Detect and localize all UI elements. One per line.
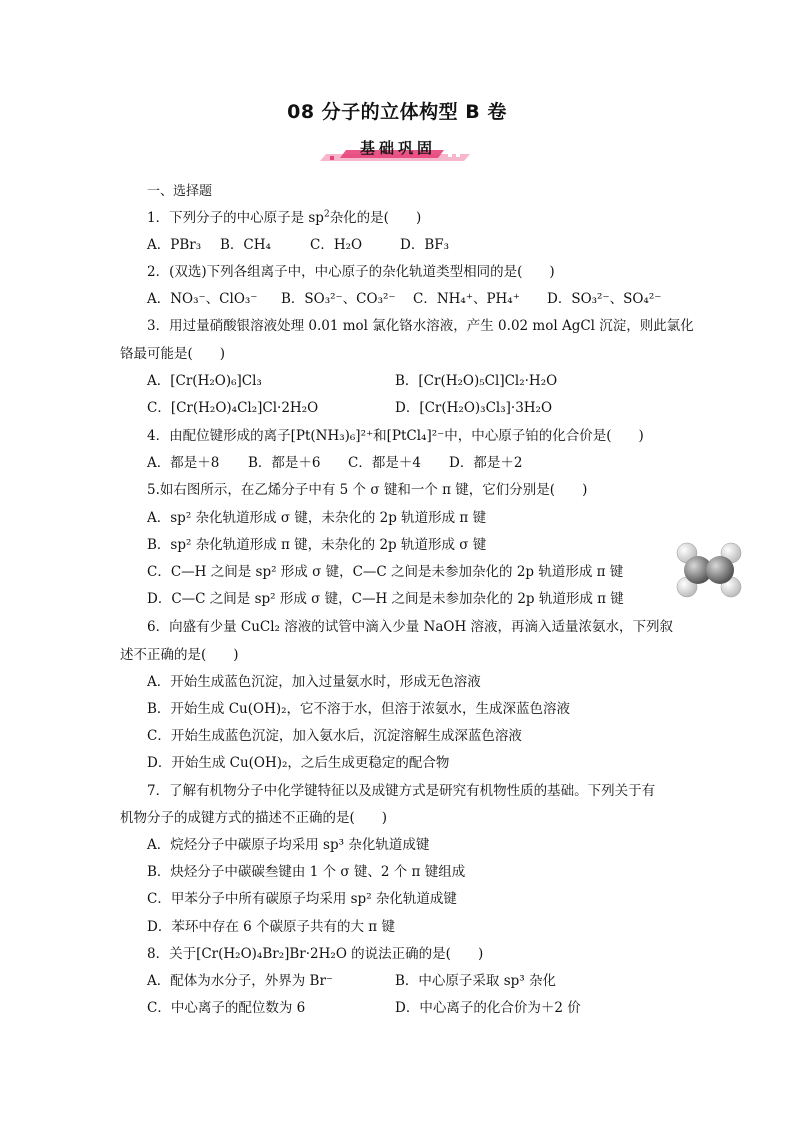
q7-option-c[interactable]: C．甲苯分子中所有碳原子均采用 sp² 杂化轨道成键 — [147, 891, 457, 907]
q4-option-c[interactable]: C．都是＋4 — [348, 455, 421, 471]
question-7-stem-line2: 机物分子的成键方式的描述不正确的是( ) — [120, 810, 388, 826]
q1-option-c[interactable]: C．H₂O — [310, 237, 363, 253]
q7-option-b[interactable]: B．炔烃分子中碳碳叁键由 1 个 σ 键、2 个 π 键组成 — [147, 864, 466, 880]
q6-option-a[interactable]: A．开始生成蓝色沉淀，加入过量氨水时，形成无色溶液 — [147, 674, 481, 690]
q6-option-d[interactable]: D．开始生成 Cu(OH)₂，之后生成更稳定的配合物 — [147, 755, 450, 771]
q6-option-c[interactable]: C．开始生成蓝色沉淀，加入氨水后，沉淀溶解生成深蓝色溶液 — [147, 728, 522, 744]
q4-option-a[interactable]: A．都是＋8 — [147, 455, 220, 471]
q3-option-a[interactable]: A．[Cr(H₂O)₆]Cl₃ — [147, 373, 262, 389]
q8-option-c[interactable]: C．中心离子的配位数为 6 — [147, 1000, 306, 1016]
question-7-stem-line1: 7．了解有机物分子中化学键特征以及成键方式是研究有机物性质的基础。下列关于有 — [147, 783, 656, 799]
question-5-stem: 5.如右图所示，在乙烯分子中有 5 个 σ 键和一个 π 键，它们分别是( ) — [147, 482, 588, 498]
q8-option-b[interactable]: B．中心原子采取 sp³ 杂化 — [395, 973, 556, 989]
q4-option-d[interactable]: D．都是＋2 — [449, 455, 523, 471]
q1-option-a[interactable]: A．PBr₃ — [147, 237, 202, 253]
q7-option-d[interactable]: D．苯环中存在 6 个碳原子共有的大 π 键 — [147, 919, 395, 935]
q3-option-d[interactable]: D．[Cr(H₂O)₃Cl₃]·3H₂O — [395, 400, 553, 416]
question-4-stem: 4．由配位键形成的离子[Pt(NH₃)₆]²⁺和[PtCl₄]²⁻中，中心原子铂的化合价是( ) — [147, 428, 644, 444]
q5-option-b[interactable]: B．sp² 杂化轨道形成 π 键，未杂化的 2p 轨道形成 σ 键 — [147, 537, 487, 553]
q1-option-d[interactable]: D．BF₃ — [400, 237, 450, 253]
section-heading: 一、选择题 — [147, 184, 213, 199]
q5-option-d[interactable]: D．C—C 之间是 sp² 形成 σ 键，C—H 之间是未参加杂化的 2p 轨道形成 π 键 — [147, 591, 624, 607]
page-title: 08 分子的立体构型 B 卷 — [287, 101, 507, 123]
question-3-stem-line1: 3．用过量硝酸银溶液处理 0.01 mol 氯化铬水溶液，产生 0.02 mol AgCl 沉淀，则此氯化 — [147, 318, 694, 334]
q3-option-c[interactable]: C．[Cr(H₂O)₄Cl₂]Cl·2H₂O — [147, 400, 319, 416]
q6-option-b[interactable]: B．开始生成 Cu(OH)₂，它不溶于水，但溶于浓氨水，生成深蓝色溶液 — [147, 701, 571, 717]
q2-option-a[interactable]: A．NO₃⁻、ClO₃⁻ — [147, 291, 258, 307]
ethylene-molecule-image — [674, 540, 744, 600]
q8-option-d[interactable]: D．中心离子的化合价为＋2 价 — [395, 1000, 581, 1016]
question-2-stem: 2．(双选)下列各组离子中，中心原子的杂化轨道类型相同的是( ) — [147, 264, 555, 280]
question-6-stem-line1: 6．向盛有少量 CuCl₂ 溶液的试管中滴入少量 NaOH 溶液，再滴入适量浓氨水，下列叙 — [147, 619, 674, 635]
q7-option-a[interactable]: A．烷烃分子中碳原子均采用 sp³ 杂化轨道成键 — [147, 837, 430, 853]
question-3-stem-line2: 铬最可能是( ) — [120, 346, 226, 362]
q3-option-b[interactable]: B．[Cr(H₂O)₅Cl]Cl₂·H₂O — [395, 373, 558, 389]
question-8-stem: 8．关于[Cr(H₂O)₄Br₂]Br·2H₂O 的说法正确的是( ) — [147, 946, 484, 962]
q1-option-b[interactable]: B．CH₄ — [220, 237, 271, 253]
q2-option-d[interactable]: D．SO₃²⁻、SO₄²⁻ — [547, 291, 662, 307]
q8-option-a[interactable]: A．配体为水分子，外界为 Br⁻ — [147, 973, 334, 989]
q2-option-b[interactable]: B．SO₃²⁻、CO₃²⁻ — [281, 291, 396, 307]
section-banner — [318, 134, 478, 166]
banner-text: 基础巩固 — [359, 139, 436, 157]
q5-option-a[interactable]: A．sp² 杂化轨道形成 σ 键，未杂化的 2p 轨道形成 π 键 — [147, 510, 487, 526]
q4-option-b[interactable]: B．都是＋6 — [248, 455, 321, 471]
q2-option-c[interactable]: C．NH₄⁺、PH₄⁺ — [413, 291, 520, 307]
question-6-stem-line2: 述不正确的是( ) — [120, 647, 239, 663]
question-1-stem: 1．下列分子的中心原子是 $sp^2$杂化的是( ) — [147, 209, 422, 226]
q5-option-c[interactable]: C．C—H 之间是 sp² 形成 σ 键，C—C 之间是未参加杂化的 2p 轨道形成 π 键 — [147, 564, 624, 580]
